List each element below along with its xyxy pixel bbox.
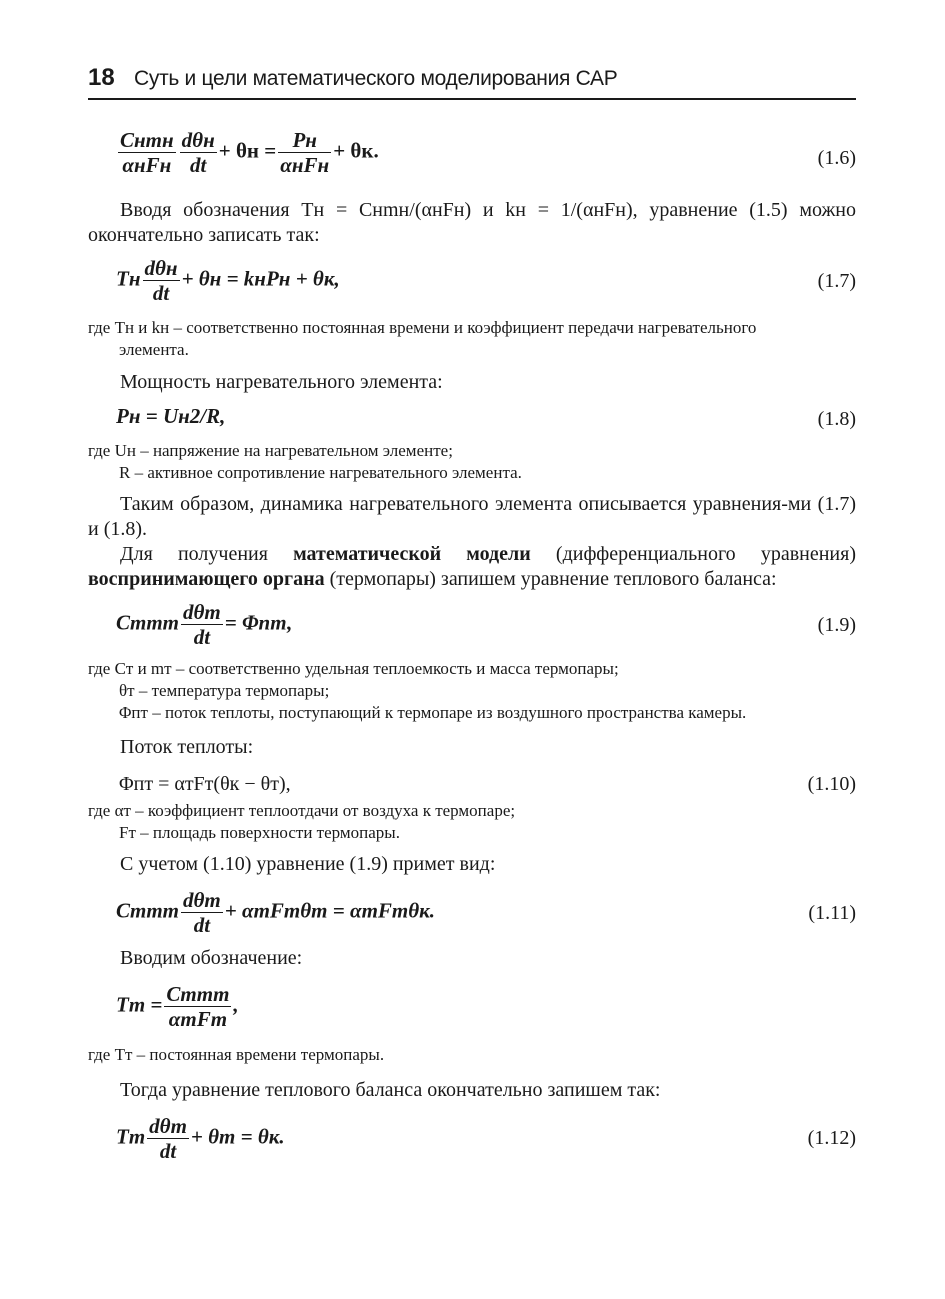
equation-number: (1.11) bbox=[808, 902, 856, 924]
definition-line: где Tн и kн – соответственно постоянная времени и коэффициент передачи нагревательного bbox=[88, 318, 757, 337]
definition-line: где Tт – постоянная времени термопары. bbox=[88, 1045, 385, 1064]
paragraph: Таким образом, динамика нагревательного элемента описывается уравнения-ми (1.7) и (1.8). bbox=[88, 493, 856, 540]
paragraph: Тогда уравнение теплового баланса окончательно запишем так: bbox=[120, 1079, 661, 1101]
equation-1-7: Tн $\frac{\text{dθн}}{dt}$ + θн = kнPн + θк, bbox=[116, 256, 340, 305]
definition-line: где Uн – напряжение на нагревательном элементе; bbox=[88, 441, 453, 460]
paragraph: Мощность нагревательного элемента: bbox=[120, 371, 443, 393]
paragraph: Вводим обозначение: bbox=[120, 947, 303, 969]
definition-line: где αт – коэффициент теплоотдачи от воздуха к термопаре; bbox=[88, 801, 516, 820]
equation-1-6: $\frac{\text{Cнmн}}{\text{αнFн}}$ $\frac{\text{dθн}}{dt}$ + θн = $\frac{Pн}{\text{αнFн}}$ + θк. bbox=[120, 128, 379, 177]
equation-number: (1.9) bbox=[817, 614, 856, 636]
running-title: Суть и цели математического моделирования САР bbox=[134, 67, 618, 90]
equation-tt: Tт = $\frac{\text{Cтmт}}{\text{αтFт}}$ , bbox=[116, 982, 239, 1031]
equation-1-9: Cтmт $\frac{\text{dθт}}{dt}$ = Φпт, bbox=[116, 600, 293, 649]
equation-1-12: Tт $\frac{\text{dθт}}{dt}$ + θт = θк. bbox=[116, 1114, 285, 1163]
equation-number: (1.10) bbox=[807, 773, 856, 795]
definition-line: θт – температура термопары; bbox=[119, 681, 330, 700]
paragraph: Для получения математической модели (дифференциального уравнения) воспринимающего органа (термопары) запишем уравнение теплового баланса: bbox=[88, 543, 856, 590]
page-header bbox=[88, 62, 856, 100]
paragraph: Вводя обозначения Tн = Cнmн/(αнFн) и kн = 1/(αнFн), уравнение (1.5) можно окончательно записать так: bbox=[88, 199, 856, 246]
page-number: 18 bbox=[88, 64, 115, 91]
equation-number: (1.8) bbox=[817, 408, 856, 430]
equation-number: (1.12) bbox=[807, 1127, 856, 1149]
equation-number: (1.6) bbox=[817, 147, 856, 169]
definition-line: Fт – площадь поверхности термопары. bbox=[119, 823, 400, 842]
paragraph: С учетом (1.10) уравнение (1.9) примет вид: bbox=[120, 853, 496, 875]
definition-line: где Cт и mт – соответственно удельная теплоемкость и масса термопары; bbox=[88, 659, 619, 678]
paragraph: Поток теплоты: bbox=[120, 736, 254, 758]
equation-1-10: Φпт = αтFт(θк − θт), bbox=[119, 773, 291, 795]
definition-line: R – активное сопротивление нагревательного элемента. bbox=[119, 463, 522, 482]
definition-line: Φпт – поток теплоты, поступающий к термопаре из воздушного пространства камеры. bbox=[119, 703, 747, 722]
equation-number: (1.7) bbox=[817, 270, 856, 292]
definition-line: элемента. bbox=[119, 340, 189, 359]
equation-1-8: Pн = Uн2/R, bbox=[116, 404, 226, 428]
equation-1-11: Cтmт $\frac{\text{dθт}}{dt}$ + αтFтθт = αтFтθк. bbox=[116, 888, 436, 937]
